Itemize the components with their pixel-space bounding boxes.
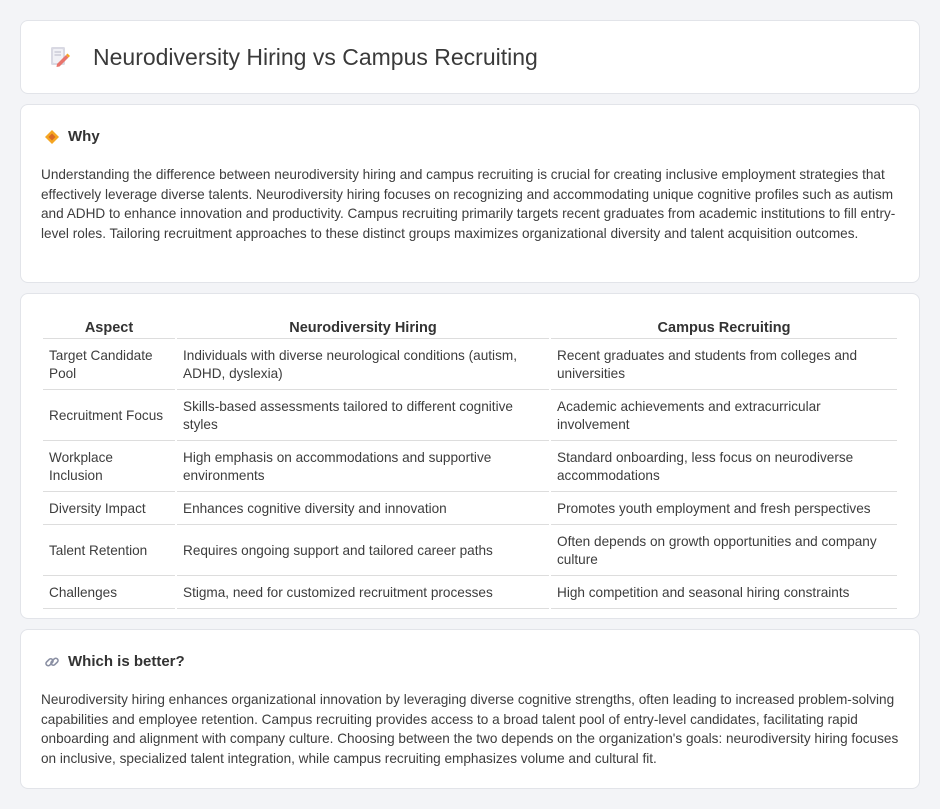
row-neurodiversity: Requires ongoing support and tailored career paths	[177, 527, 549, 576]
row-aspect: Diversity Impact	[43, 494, 175, 525]
row-aspect: Talent Retention	[43, 527, 175, 576]
row-aspect: Challenges	[43, 578, 175, 609]
row-neurodiversity: Stigma, need for customized recruitment processes	[177, 578, 549, 609]
why-card	[20, 104, 920, 283]
comparison-card	[20, 293, 920, 619]
row-campus: Promotes youth employment and fresh perspectives	[551, 494, 897, 525]
row-neurodiversity: High emphasis on accommodations and supportive environments	[177, 443, 549, 492]
which-better-card	[20, 629, 920, 789]
table-row	[43, 392, 897, 441]
row-aspect: Recruitment Focus	[43, 392, 175, 441]
title-card	[20, 20, 920, 94]
row-aspect: Workplace Inclusion	[43, 443, 175, 492]
row-neurodiversity: Individuals with diverse neurological conditions (autism, ADHD, dyslexia)	[177, 341, 549, 390]
table-header-row	[43, 316, 897, 339]
row-campus: Standard onboarding, less focus on neurodiverse accommodations	[551, 443, 897, 492]
row-campus: Recent graduates and students from colleges and universities	[551, 341, 897, 390]
why-body: Understanding the difference between neurodiversity hiring and campus recruiting is crucial for creating inclusive employment strategies that effectively leverage diverse talents. Neurodiversity hiring focuses on recognizing and accommodating unique cognitive profiles such as autism and ADHD to enhance innovation and productivity. Campus recruiting primarily targets recent graduates from academic institutions to fill entry-level roles. Tailoring recruitment approaches to these distinct groups maximizes organizational diversity and talent acquisition outcomes.	[41, 167, 896, 241]
table-row	[43, 341, 897, 390]
table-row	[43, 443, 897, 492]
which-better-heading: Which is better?	[68, 653, 185, 670]
row-neurodiversity: Skills-based assessments tailored to different cognitive styles	[177, 392, 549, 441]
table-row	[43, 494, 897, 525]
row-campus: Often depends on growth opportunities and company culture	[551, 527, 897, 576]
diamond-icon	[44, 129, 60, 145]
table-row	[43, 527, 897, 576]
row-neurodiversity: Enhances cognitive diversity and innovation	[177, 494, 549, 525]
which-better-body: Neurodiversity hiring enhances organizational innovation by leveraging diverse cognitive strengths, often leading to increased problem-solving capabilities and employee retention. Campus recruiting provides access to a broad talent pool of entry-level candidates, facilitating rapid onboarding and alignment with company culture. Choosing between the two depends on the organization's goals: neurodiversity hiring focuses on inclusive, specialized talent integration, while campus recruiting emphasizes volume and cultural fit.	[41, 692, 899, 766]
document-pencil-icon	[45, 43, 73, 71]
header-campus: Campus Recruiting	[551, 316, 897, 339]
row-campus: High competition and seasonal hiring constraints	[551, 578, 897, 609]
why-heading: Why	[68, 128, 100, 145]
page-title: Neurodiversity Hiring vs Campus Recruiting	[93, 43, 538, 70]
comparison-table	[41, 314, 899, 611]
link-icon	[44, 654, 60, 670]
table-row	[43, 578, 897, 609]
header-neurodiversity: Neurodiversity Hiring	[177, 316, 549, 339]
row-aspect: Target Candidate Pool	[43, 341, 175, 390]
header-aspect: Aspect	[43, 316, 175, 339]
row-campus: Academic achievements and extracurricular involvement	[551, 392, 897, 441]
